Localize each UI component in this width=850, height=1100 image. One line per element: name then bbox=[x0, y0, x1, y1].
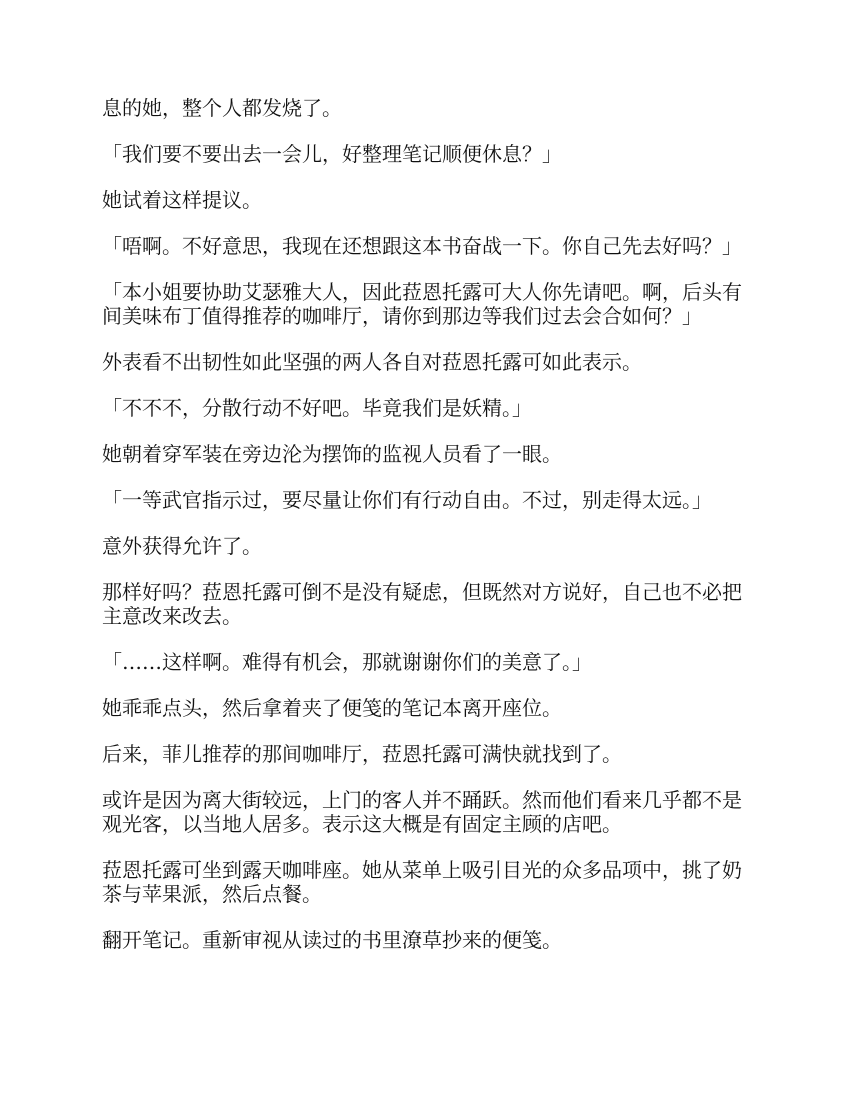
paragraph-7: 「不不不，分散行动不好吧。毕竟我们是妖精。」 bbox=[102, 396, 532, 420]
body-text bbox=[102, 96, 752, 974]
paragraph-4: 「唔啊。不好意思，我现在还想跟这本书奋战一下。你自己先去好吗？」 bbox=[102, 234, 742, 258]
paragraph-11: 那样好吗？菈恩托露可倒不是没有疑虑，但既然对方说好，自己也不必把主意改来改去。 bbox=[102, 580, 742, 628]
paragraph-3: 她试着这样提议。 bbox=[102, 188, 262, 212]
paragraph-15: 或许是因为离大街较远，上门的客人并不踊跃。然而他们看来几乎都不是观光客，以当地人居多。表示这大概是有固定主顾的店吧。 bbox=[102, 788, 742, 836]
paragraph-14: 后来，菲儿推荐的那间咖啡厅，菈恩托露可满快就找到了。 bbox=[102, 742, 622, 766]
paragraph-5: 「本小姐要协助艾瑟雅大人，因此菈恩托露可大人你先请吧。啊，后头有间美味布丁值得推荐的咖啡厅，请你到那边等我们过去会合如何？」 bbox=[102, 280, 742, 328]
paragraph-16: 菈恩托露可坐到露天咖啡座。她从菜单上吸引目光的众多品项中，挑了奶茶与苹果派，然后点餐。 bbox=[102, 858, 742, 906]
paragraph-1: 息的她，整个人都发烧了。 bbox=[102, 96, 342, 120]
paragraph-9: 「一等武官指示过，要尽量让你们有行动自由。不过，别走得太远。」 bbox=[102, 488, 712, 512]
paragraph-8: 她朝着穿军装在旁边沦为摆饰的监视人员看了一眼。 bbox=[102, 442, 562, 466]
paragraph-12: 「……这样啊。难得有机会，那就谢谢你们的美意了。」 bbox=[102, 650, 592, 674]
paragraph-10: 意外获得允许了。 bbox=[102, 534, 262, 558]
paragraph-17: 翻开笔记。重新审视从读过的书里潦草抄来的便笺。 bbox=[102, 928, 562, 952]
paragraph-13: 她乖乖点头，然后拿着夹了便笺的笔记本离开座位。 bbox=[102, 696, 562, 720]
paragraph-2: 「我们要不要出去一会儿，好整理笔记顺便休息？」 bbox=[102, 142, 562, 166]
paragraph-6: 外表看不出韧性如此坚强的两人各自对菈恩托露可如此表示。 bbox=[102, 350, 642, 374]
